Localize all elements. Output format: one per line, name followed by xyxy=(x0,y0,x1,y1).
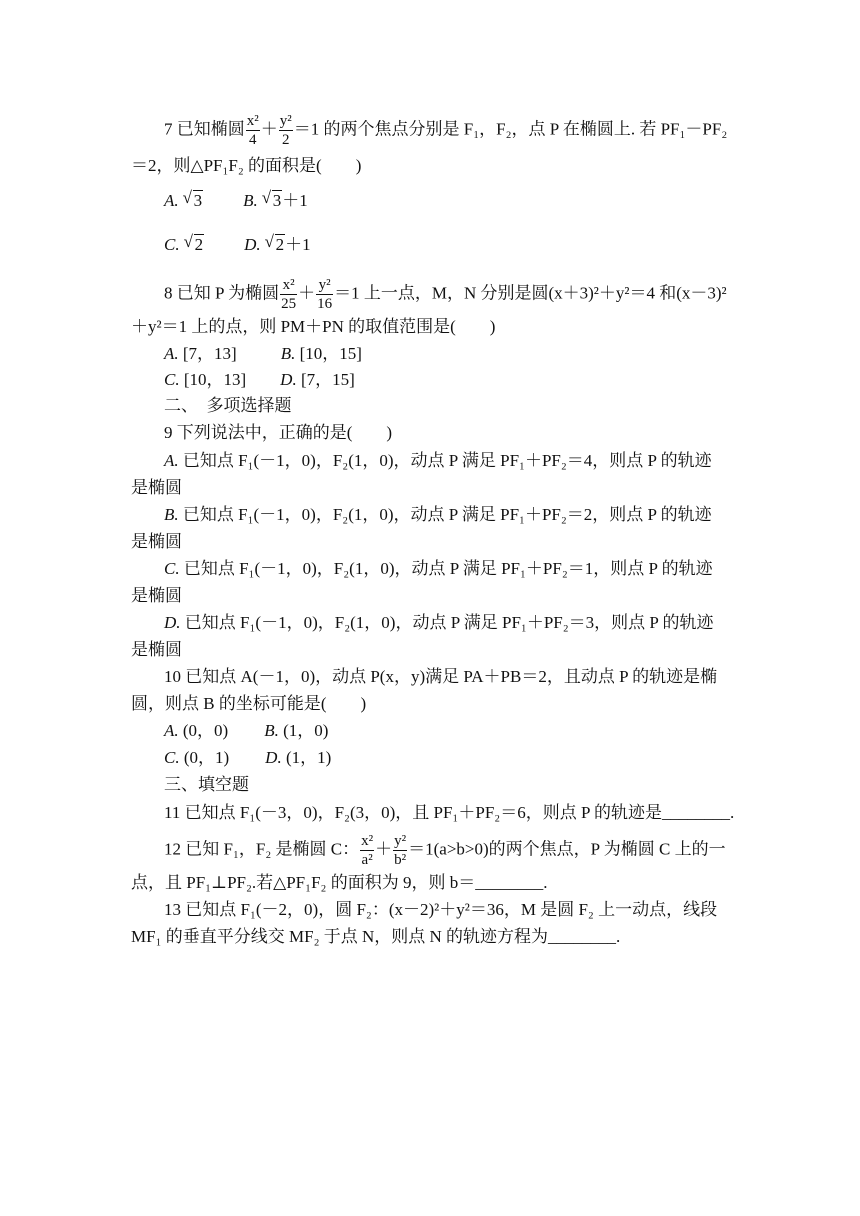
question-7-options-ab xyxy=(164,190,308,212)
section-heading-multiple-choice: 二、 多项选择题 xyxy=(164,396,292,415)
question-10-options-ab: A. (0，0) B. (1，0) xyxy=(164,721,329,740)
question-9-item-b-cont: 是椭圆 xyxy=(131,532,182,551)
question-9-item-d: D. 已知点 F₁(－1，0)，F₂(1，0)，动点 P 满足 PF₁＋PF₂＝3，则点 P 的轨迹 xyxy=(164,613,714,632)
question-7: 7 已知椭圆 $\frac{\text{x²}}{4}$ ＋ $\frac{\text{y²}}{2}$ ＝1 的两个焦点分别是 F₁，F₂，点 P 在椭圆上. 若 PF₁－PF₂ xyxy=(164,113,728,148)
fraction-y2-over-16: $\frac{\text{y²}}{16}$ xyxy=(317,277,333,312)
question-8-options-ab: A. [7，13] B. [10，15] xyxy=(164,344,362,363)
sqrt-2-plus-1: √ 2 xyxy=(264,232,285,254)
question-9-item-a-cont: 是椭圆 xyxy=(131,478,182,497)
fraction-y2-over-2: $\frac{\text{y²}}{2}$ xyxy=(279,113,292,148)
option-a: A. √ 3 xyxy=(164,188,203,210)
question-9-item-d-cont: 是椭圆 xyxy=(131,640,182,659)
fraction-x2-over-a2: $\frac{\text{x²}}{\text{a²}}$ xyxy=(361,833,374,868)
question-7-cont: ＝2，则△PF₁F₂ 的面积是( ) xyxy=(131,156,362,175)
fraction-x2-over-25: $\frac{\text{x²}}{25}$ xyxy=(281,277,297,312)
question-13-cont: MF₁ 的垂直平分线交 MF₂ 于点 N，则点 N 的轨迹方程为________. xyxy=(131,927,621,946)
fraction-x2-over-4: $\frac{\text{x²}}{4}$ xyxy=(246,113,259,148)
question-12: 12 已知 F₁，F₂ 是椭圆 C： $\frac{\text{x²}}{\text{a²}}$ ＋ $\frac{\text{y²}}{\text{b²}}$ ＝1(a>b>0)的两个焦点，P 为椭圆 C 上的一 xyxy=(164,833,726,868)
question-9-item-a: A. 已知点 F₁(－1，0)，F₂(1，0)，动点 P 满足 PF₁＋PF₂＝4，则点 P 的轨迹 xyxy=(164,451,712,470)
fraction-y2-over-b2: $\frac{\text{y²}}{\text{b²}}$ xyxy=(394,833,407,868)
question-9-item-b: B. 已知点 F₁(－1，0)，F₂(1，0)，动点 P 满足 PF₁＋PF₂＝2，则点 P 的轨迹 xyxy=(164,505,712,524)
section-heading-fill-in: 三、填空题 xyxy=(164,775,249,794)
question-9-item-c-cont: 是椭圆 xyxy=(131,586,182,605)
question-9: 9 下列说法中，正确的是( ) xyxy=(164,423,393,442)
question-12-cont: 点，且 PF₁⊥PF₂.若△PF₁F₂ 的面积为 9，则 b＝________. xyxy=(131,873,548,892)
sqrt-3: √ 3 xyxy=(182,188,203,210)
question-13: 13 已知点 F₁(－2，0)，圆 F₂：(x－2)²＋y²＝36，M 是圆 F₂ 上一动点，线段 xyxy=(164,900,718,919)
sqrt-2: √ 2 xyxy=(183,232,204,254)
sqrt-3-plus-1: √ 3 xyxy=(261,188,282,210)
question-10: 10 已知点 A(－1，0)，动点 P(x，y)满足 PA＋PB＝2，且动点 P 的轨迹是椭 xyxy=(164,667,718,686)
option-d: D. √ 2＋1 xyxy=(244,232,311,254)
question-10-cont: 圆，则点 B 的坐标可能是( ) xyxy=(131,694,367,713)
option-b: B. √ 3＋1 xyxy=(243,188,308,210)
option-c: C. √ 2 xyxy=(164,232,204,254)
question-11: 11 已知点 F₁(－3，0)，F₂(3，0)，且 PF₁＋PF₂＝6，则点 P 的轨迹是________. xyxy=(164,803,735,822)
question-8-options-cd: C. [10，13] D. [7，15] xyxy=(164,370,355,389)
question-8: 8 已知 P 为椭圆 $\frac{\text{x²}}{25}$ ＋ $\frac{\text{y²}}{16}$ ＝1 上一点，M，N 分别是圆(x＋3)²＋y²＝4 和(x－3)² xyxy=(164,277,727,312)
question-8-cont: ＋y²＝1 上的点，则 PM＋PN 的取值范围是( ) xyxy=(131,317,496,336)
question-10-options-cd: C. (0，1) D. (1，1) xyxy=(164,748,332,767)
question-7-options-cd xyxy=(164,234,311,256)
question-9-item-c: C. 已知点 F₁(－1，0)，F₂(1，0)，动点 P 满足 PF₁＋PF₂＝1，则点 P 的轨迹 xyxy=(164,559,713,578)
